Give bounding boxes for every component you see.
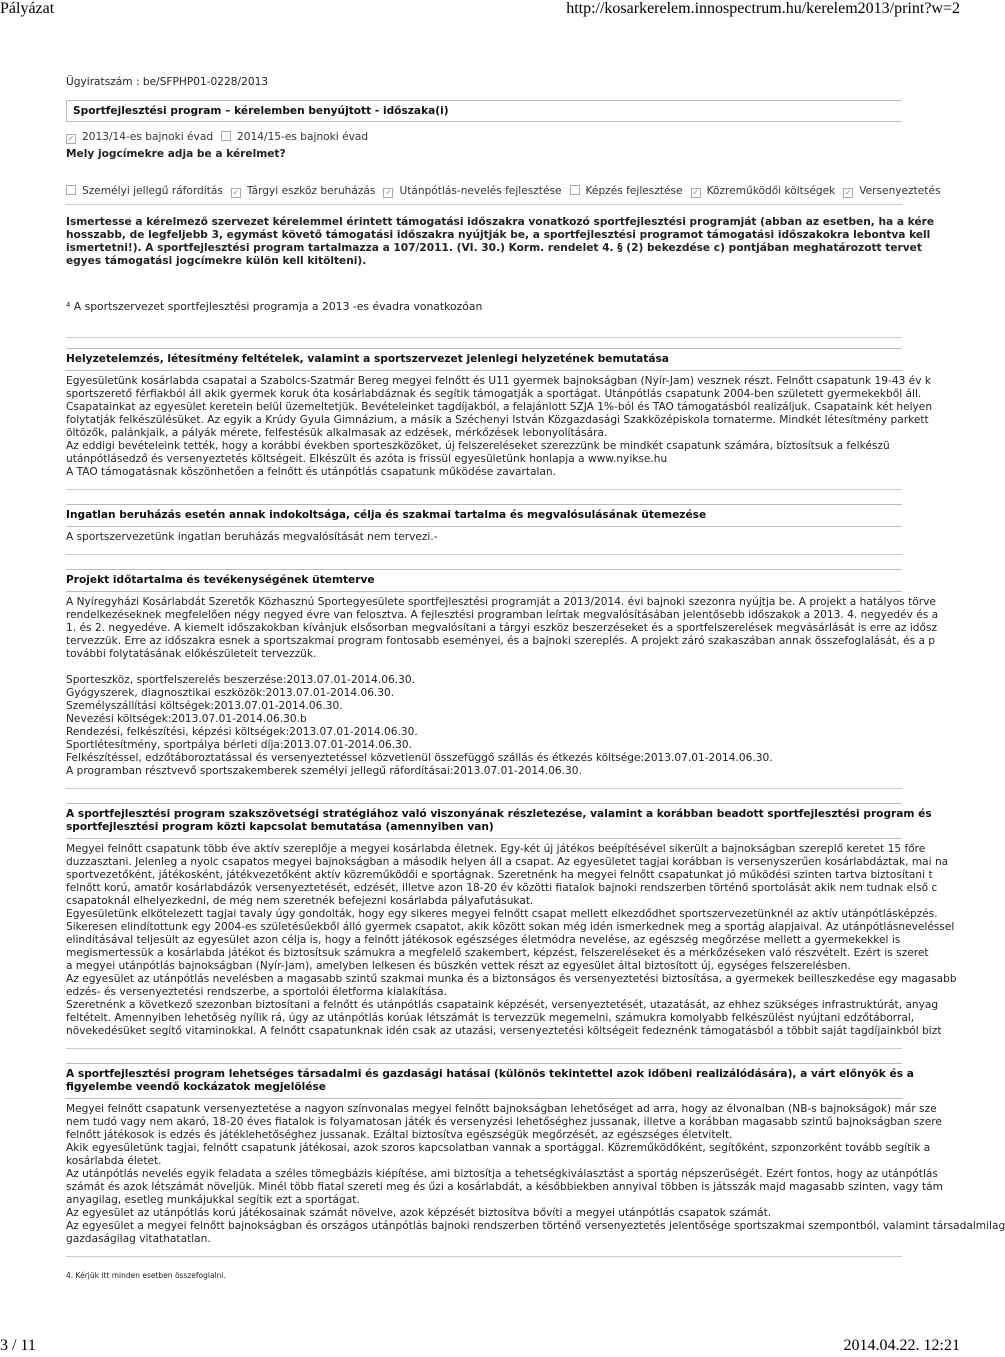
case-number: Ügyiratszám : be/SFPHP01-0228/2013 (66, 76, 269, 88)
section-text-line: Megyei felnőtt csapatunk több éve aktív szereplője a megyei kosárlabda életnek. Egy-két új játékos beépítésével sikerült a bajnokságban szereplő keretet 15 főre (66, 843, 926, 855)
section-text-line: sportvezetőként, játékosként, játékvezetőként aktív közreműködői e sportágnak. Szeretnénk ha megyei felnőtt csapatunkat jó működési szinten tartva biztosítani t (66, 869, 933, 881)
section-text-line: a megyei utánpótlás bajnokságban (Nyír-Jam), amelyben lelkesen és büszkén vettek részt az egyesület által biztosított új, egységes felszerelésben. (66, 960, 851, 972)
season-option-0[interactable] (66, 131, 221, 143)
section-text-line: Nevezési költségek:2013.07.01-2014.06.30.b (66, 713, 307, 725)
section-3 (66, 803, 957, 1049)
section-text-line: Akik egyesületünk tagjai, felnőtt csapatunk játékosai, azok szoros kapcsolatban vannak a sportággal. Közreműködőként, segítőként, szponzorként tovább segítik a (66, 1142, 931, 1154)
section-title-line: figyelembe veendő kockázatok megjelölése (66, 1081, 326, 1093)
section-text-line: gazdaságilag vitathatatlan. (66, 1233, 211, 1245)
section-text-line: Rendezési, felkészítési, képzési költségek:2013.07.01-2014.06.30. (66, 726, 418, 738)
season-option-label: 2013/14-es bajnoki évad (82, 131, 214, 143)
section-text-line: utánpótlásedző és versenyeztetés költségeit. Elkészült és azóta is frissül egyesületünk honlapja a www.nyikse.hu (66, 453, 668, 465)
jogcim-option-2[interactable] (383, 185, 569, 197)
section-text-line: Szeretnénk a következő szezonban biztosítani a felnőtt és utánpótlás csapataink képzését, versenyeztetését, utazatását, az ehhez szükséges infrastruktúrát, anyag (66, 999, 939, 1011)
header-url[interactable]: http://kosarkerelem.innospectrum.hu/kerelem2013/print?w=2 (566, 0, 960, 17)
section-text-line: A sportszervezetünk ingatlan beruházás megvalósítását nem tervezi.- (66, 531, 438, 543)
jogcim-option-label: Tárgyi eszköz beruházás (246, 185, 376, 197)
section-text-line: felnőtt korú, amatőr kosárlabdázók versenyeztetését, edzését, illetve azon 18-20 év közötti fiatalok bajnoki rendszerben történő sportolását akik nem tudnak első c (66, 882, 938, 894)
jogcim-option-label: Utánpótlás-nevelés fejlesztése (399, 185, 562, 197)
section-title (66, 1063, 914, 1099)
section-text-line: Felkészítéssel, edzőtáboroztatással és versenyeztetéssel közvetlenül összefüggő szállás és étkezés költsége:2013.07.01-2014.06.30. (66, 752, 773, 764)
section-title-line: A sportfejlesztési program szakszövetségi stratégiához való viszonyának részletezése, valamint a korábban beadott sportfejlesztési program és (66, 808, 932, 820)
section-text-line: csapatoknál elhelyezkedni, de még nem szeretnék befejezni kosárlabda pályafutásukat. (66, 895, 534, 907)
section-text-line: A programban résztvevő sportszakemberek személyi jellegű ráfordításai:2013.07.01-2014.06.30. (66, 765, 582, 777)
section-body (66, 843, 957, 1038)
section-title-line: Projekt időtartalma és tevékenységének ütemterve (66, 574, 375, 586)
program-period-title: Sportfejlesztési program – kérelemben benyújtott - időszaka(i) (66, 100, 902, 122)
section-text-line: nem tudó vagy nem akaró, 18-20 éves fiatalok is folyamatosan játék és versenyzési lehetőséghez jussanak, illetve a korábban magasabb szintű bajnokságban szere (66, 1116, 942, 1128)
jogcim-option-label: Versenyeztetés (859, 185, 941, 197)
program-heading: ⁴ A sportszervezet sportfejlesztési programja a 2013 -es évadra vonatkozóan (66, 300, 902, 338)
jogcim-option-1[interactable] (231, 185, 384, 197)
season-option-1[interactable] (221, 131, 376, 143)
section-0 (66, 348, 933, 490)
section-text-line: Egyesületünk elkötelezett tagjai tavaly úgy gondolták, hogy egy sikeres megyei felnőtt csapat mellett elkezdődhet sportszervezetünknél az aktív utánpótlásképzés. (66, 908, 938, 920)
section-title (66, 348, 902, 371)
section-title-line: Helyzetelemzés, létesítmény feltételek, valamint a sportszervezet jelenlegi helyzetének bemutatása (66, 353, 669, 365)
section-title-line: Ingatlan beruházás esetén annak indokoltsága, célja és szakmai tartalma és megvalósulásának ütemezése (66, 509, 707, 521)
jogcim-option-5[interactable] (843, 185, 948, 197)
section-1 (66, 504, 902, 555)
sections-container (66, 348, 1005, 1257)
instruction-line: hosszabb, de legfeljebb 3, egymást követő támogatási időszakra nyújtják be, a sportfejlesztési programot támogatási időszakokra lebontva kell (66, 229, 931, 241)
section-text-line: folytatják felkészülésüket. Az egyik a Krúdy Gyula Gimnázium, a másik a Széchenyi István Közgazdasági Szakközépiskola tornaterme. Mindkét létesítmény parkett (66, 414, 929, 426)
section-text-line: kosárlabda életet. (66, 1155, 162, 1167)
unchecked-checkbox-icon[interactable] (221, 131, 231, 141)
section-text-line: Az egyesület az utánpótlás korú játékosainak számát növelve, azok képzését biztosítva bővíti a megyei utánpótlás csapatok számát. (66, 1207, 772, 1219)
section-text-line: megismertessük a kosárlabda játékot és biztosítsuk számukra a megfelelő szakembert, képzést, felszereléseket és a mérkőzéseken való részvételt. Ezért is szeret (66, 947, 929, 959)
section-title (66, 569, 902, 592)
season-options (66, 131, 902, 144)
print-footer (0, 1337, 960, 1357)
section-body (66, 596, 939, 778)
section-text-line: növekedésüket segítő vitaminokkal. A felnőtt csapatunknak idén csak az utazási, versenyeztetési költségeit fedeznénk támogatásból a többit saját tagdíjainkból bizt (66, 1025, 942, 1037)
section-text-line: anyagilag, esetleg munkájukkal segítik ezt a sportágat. (66, 1194, 360, 1206)
section-text-line: Gyógyszerek, diagnosztikai eszközök:2013.07.01-2014.06.30. (66, 687, 395, 699)
section-text-line: A Nyíregyházi Kosárlabdát Szeretők Közhasznú Sportegyesülete sportfejlesztési programját a 2013/2014. évi bajnoki szezonra nyújtja be. A projekt a hatályos törve (66, 596, 936, 608)
season-option-label: 2014/15-es bajnoki évad (237, 131, 369, 143)
instruction-line: Ismertesse a kérelmező szervezet kérelemmel érintett támogatási időszakra vonatkozó sportfejlesztési programját (abban az esetben, ha a kére (66, 216, 935, 228)
checked-checkbox-icon[interactable]: ✓ (844, 188, 852, 197)
section-text-line: Csapatainkat az egyesület keretein belül üzemeltetjük. Bevételeinket tagdíjakból, a felajánlott SZJA 1%-ból és TAO támogatásból realizáljuk. Csapataink két helyen (66, 401, 933, 413)
section-text-line: Sportlétesítmény, sportpálya bérleti díja:2013.07.01-2014.06.30. (66, 739, 412, 751)
section-4 (66, 1063, 1005, 1257)
section-text-line: Megyei felnőtt csapatunk versenyeztetése a nagyon színvonalas megyei felnőtt bajnokságban lehetőséget ad arra, hogy az élvonalban (NB-s bajnokságok) már sze (66, 1103, 937, 1115)
unchecked-checkbox-icon[interactable] (570, 185, 580, 195)
section-text-line: rendelkezéseknek megfelelően négy negyed évre van felosztva. A fejlesztési programban leírtak megvalósításában jelentősebb időszakok a 2013. 4. negyedév és a (66, 609, 939, 621)
section-2 (66, 569, 939, 789)
jogcim-option-4[interactable] (691, 185, 844, 197)
section-text-line: Az utánpótlás nevelés egyik feladata a széles tömegbázis kiépítése, ami biztosítja a tehetségkiválasztást a sportág népszerűségét. Ezért fontos, hogy az utánpótlás (66, 1168, 938, 1180)
unchecked-checkbox-icon[interactable] (66, 185, 76, 195)
section-text-line: Sporteszköz, sportfelszerelés beszerzése:2013.07.01-2014.06.30. (66, 674, 415, 686)
section-text-line: duzzasztani. Jelenleg a nyolc csapatos megyei bajnokságban a második helyen áll a csapat. Az egyesületet tagjai korábban is versenyszerűen kosárlabdáztak, mai na (66, 856, 949, 868)
section-text-line: sportszerető férfiakból áll akik gyermek koruk óta kosárlabdáznak és segítik támogatják a sportágat. Utánpótlás csapatunk 2004-ben született gyermekekből áll. (66, 388, 922, 400)
section-text-line: Az egyesület az utánpótlás nevelésben a magasabb szintű szakmai munka és a biztonságos és versenyeztetési biztosítása, a gyermekek beilleszkedése egy magasabb (66, 973, 957, 985)
header-title: Pályázat (0, 0, 55, 17)
checked-checkbox-icon[interactable]: ✓ (692, 188, 699, 197)
section-text-line: felnőtt játékosok is edzés és játéklehetőséghez jussanak. Ezáltal biztosítva egészségük megőrzését, az egészséges életvitelt. (66, 1129, 733, 1141)
page-number: 3 / 11 (0, 1337, 36, 1354)
print-timestamp: 2014.04.22. 12:21 (843, 1337, 960, 1354)
jogcim-option-label: Közreműködői költségek (706, 185, 836, 197)
section-text-line: számát és azok létszámát növeljük. Minél több fiatal szereti meg és űzi a kosárlabdát, a későbbiekben annyival többen is játsszák majd magasabb szinten, vagy tám (66, 1181, 943, 1193)
instruction-line: egyes támogatási jogcímekre külön kell kitölteni). (66, 255, 367, 267)
section-text-line: öltözők, palánkjaik, a pályák mérete, felfestésük alkalmasak az edzések, mérkőzések lebonyolítására. (66, 427, 608, 439)
jogcim-option-3[interactable] (570, 185, 691, 197)
jogcim-option-label: Képzés fejlesztése (585, 185, 683, 197)
footnote: 4. Kérjük itt minden esetben összefoglalni. (66, 1271, 226, 1280)
instruction-text (66, 216, 935, 268)
section-text-line: edzés- és versenyeztetési rendszerbe, a sportolói életforma kialakítása. (66, 986, 447, 998)
section-text-line: Személyszállítási költségek:2013.07.01-2014.06.30. (66, 700, 343, 712)
section-title-line: sportfejlesztési program közti kapcsolat bemutatása (amennyiben van) (66, 821, 494, 833)
section-text-line: Egyesületünk kosárlabda csapatai a Szabolcs-Szatmár Bereg megyei felnőtt és U11 gyermek bajnokságban (Nyír-Jam) vesznek részt. Felnőtt csapatunk 19-43 év k (66, 375, 931, 387)
section-text-line: Az eddigi bevételeink tették, hogy a korábbi években sporteszközöket, új felszereléseket szerezzünk be mindkét csapatunk számára, biztosítsuk a felkészü (66, 440, 890, 452)
section-body (66, 531, 902, 544)
section-text-line: tervezzük. Erre az időszakra esnek a sportszakmai program fontosabb eseményei, és a bajnoki szereplés. A projekt záró szakaszában annak összefoglalását, és a p (66, 635, 936, 647)
section-text-line: A TAO támogatásnak köszönhetően a felnőtt és utánpótlás csapatunk működése zavartalan. (66, 466, 557, 478)
jogcim-option-0[interactable] (66, 185, 231, 197)
section-text-line: feltételt. Amennyiben lehetőség nyílik rá, úgy az utánpótlás korúak létszámát is tervezzük megemelni, számukra komolyabb felkészülést nyújtani edzőtáborral, (66, 1012, 915, 1024)
section-text-line: 1. és 2. negyedéve. A kiemelt időszakokban kívánjuk elsősorban megvalósítani a tárgyi eszköz beszerzéseket és a sportfelszerelések megvásárlását is erre az idősz (66, 622, 938, 634)
section-text-line: elindításával teljesült az egyesület azon célja is, hogy a felnőtt játékosok egészséges életmódra nevelése, az egészség megőrzése mellett a gyermekekkel is (66, 934, 901, 946)
section-text-line: Az egyesület a megyei felnőtt bajnokságban és országos utánpótlás bajnoki rendszerben történő versenyeztetés jelentősége sportszakmai szempontból, valamint társadalmilag (66, 1220, 1005, 1232)
checked-checkbox-icon[interactable]: ✓ (385, 188, 392, 197)
document-content (66, 70, 1005, 1280)
jogcim-option-label: Személyi jellegű ráfordítás (82, 185, 223, 197)
print-header (0, 0, 960, 20)
checked-checkbox-icon[interactable]: ✓ (232, 188, 240, 197)
jogcim-options (66, 185, 941, 205)
section-text-line: további folytatásának előkészületeit tervezzük. (66, 648, 317, 660)
section-title-line: A sportfejlesztési program lehetséges társadalmi és gazdasági hatásai (különös tekintettel azok időbeni realizálódására), a várt előnyök és a (66, 1068, 914, 1080)
instruction-line: ismertetni!). A sportfejlesztési program tartalmazza a 107/2011. (VI. 30.) Korm. rendelet 4. § (2) bekezdése c) pontjában meghatározott tervet (66, 242, 922, 254)
section-title (66, 803, 932, 839)
checked-checkbox-icon[interactable]: ✓ (67, 134, 75, 143)
section-body (66, 1103, 1005, 1246)
section-text-line (66, 661, 902, 674)
jogcim-question: Mely jogcímekre adja be a kérelmet? (66, 148, 286, 160)
section-text-line: Sikeresen elindítottunk egy 2004-es születésűekből álló gyermek csapatot, akik között sokan még idén ismerkednek meg a sportág alapjaival. Az utánpótlásneveléssel (66, 921, 955, 933)
section-body (66, 375, 933, 479)
section-title (66, 504, 902, 527)
